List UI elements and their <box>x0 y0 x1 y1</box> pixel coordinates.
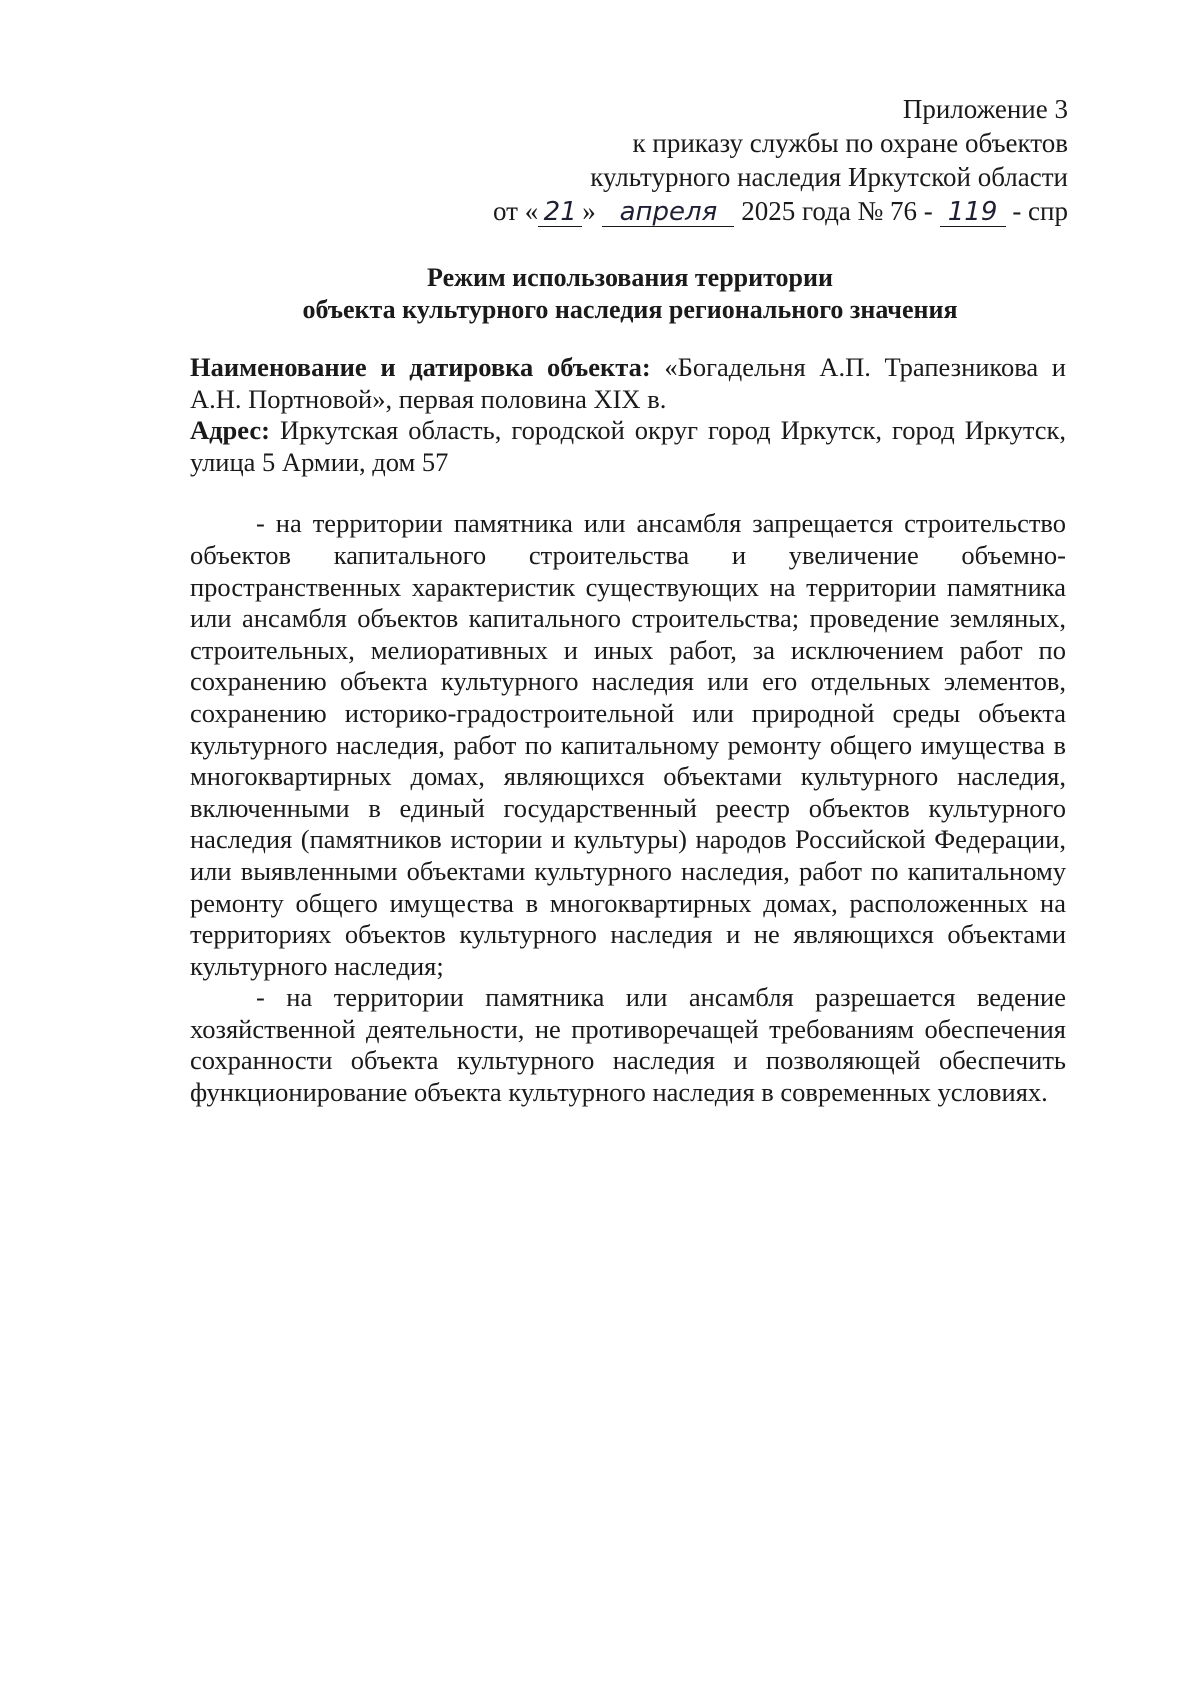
document-body <box>190 352 1066 1109</box>
appendix-title: Приложение 3 <box>902 94 1068 124</box>
object-name-value: «Богадельня А.П. Трапезникова и А.Н. Портновой», первая половина XIX в. <box>190 352 1066 414</box>
object-address-value: Иркутская область, городской округ город Иркутск, город Иркутск, улица 5 Армии, дом 57 <box>190 415 1066 477</box>
handwritten-month: апреля <box>602 198 734 227</box>
object-name-label: Наименование и датировка объекта: <box>190 352 651 382</box>
object-address-paragraph <box>190 415 1066 478</box>
appendix-date-line <box>493 194 1068 228</box>
appendix-header <box>493 92 1068 228</box>
year-and-number-prefix: 2025 года № 76 - <box>741 196 933 226</box>
paragraph-spacer <box>190 478 1066 508</box>
object-address-label: Адрес: <box>190 415 270 446</box>
document-title <box>190 262 1070 326</box>
handwritten-order-number: 119 <box>940 198 1006 227</box>
object-name-paragraph <box>190 352 1066 415</box>
prohibitions-paragraph: - на территории памятника или ансамбля запрещается строительство объектов капитального строительства и увеличение объемно-пространственных характеристик существующих на территории памятника или ансамбля объектов капитального строительства; проведение земляных, строительных, мелиоративных и иных работ, за исключением работ по сохранению объекта культурного наследия или его отдельных элементов, сохранению историко-градостроительной или природной среды объекта культурного наследия, работ по капитальному ремонту общего имущества в многоквартирных домах, являющихся объектами культурного наследия, включенными в единый государственный реестр объектов культурного наследия (памятников истории и культуры) народов Российской Федерации, или выявленными объектами культурного наследия, работ по капитальному ремонту общего имущества в многоквартирных домах, расположенных на территориях объектов культурного наследия и не являющихся объектами культурного наследия; <box>190 508 1066 981</box>
permissions-paragraph: - на территории памятника или ансамбля разрешается ведение хозяйственной деятельности, не противоречащей требованиям обеспечения сохранности объекта культурного наследия и позволяющей обеспечить функционирование объекта культурного наследия в современных условиях. <box>190 982 1066 1108</box>
handwritten-day: 21 <box>538 198 582 227</box>
appendix-order-line: к приказу службы по охране объектов <box>632 128 1068 158</box>
date-quote-close: » <box>582 196 596 226</box>
title-line-2: объекта культурного наследия регионального значения <box>302 295 958 324</box>
title-line-1: Режим использования территории <box>427 263 833 292</box>
order-number-suffix: - спр <box>1012 196 1068 226</box>
appendix-authority-line: культурного наследия Иркутской области <box>590 162 1068 192</box>
date-prefix: от « <box>493 196 539 226</box>
